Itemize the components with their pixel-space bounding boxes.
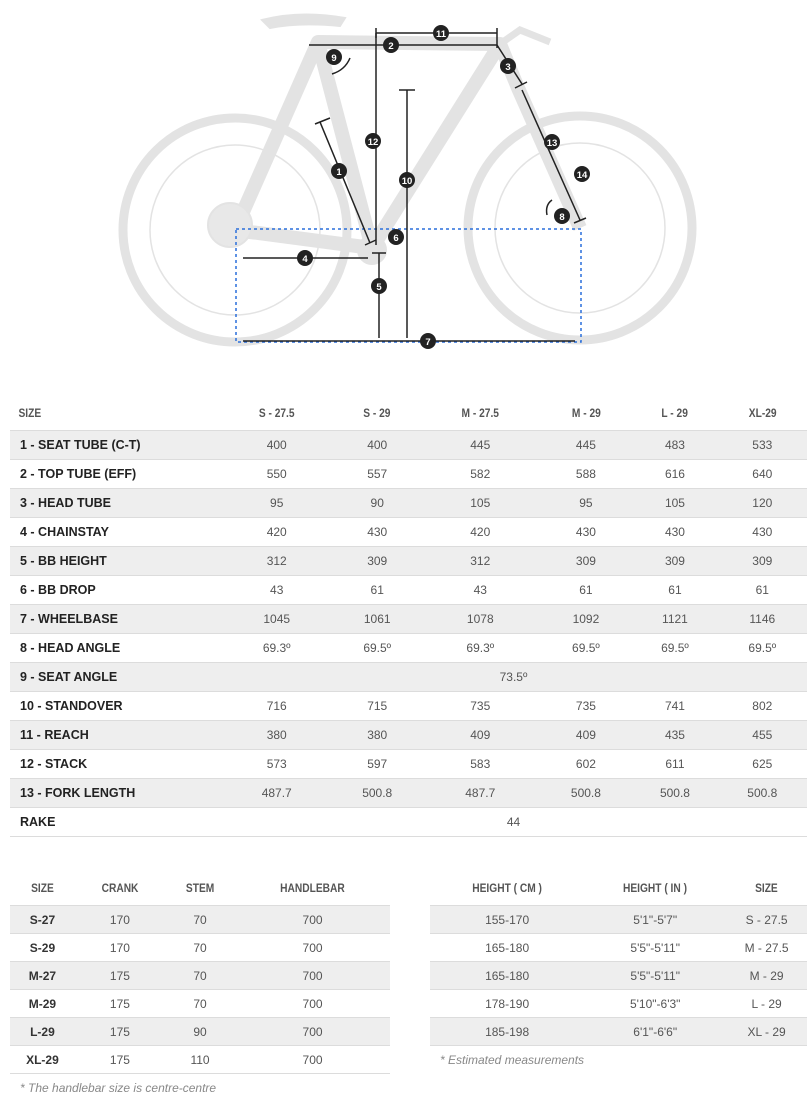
geometry-cell: 400 [333,431,421,460]
header-height-in: HEIGHT ( IN ) [623,880,688,895]
geometry-cell: 43 [421,576,540,605]
sizing-cell: 5'5"-5'11" [584,962,726,990]
geometry-cell: 1078 [421,605,540,634]
geometry-cell: 380 [333,721,421,750]
components-cell: 700 [235,934,390,962]
geometry-row-label: RAKE [10,808,220,837]
svg-text:6: 6 [393,233,399,244]
geometry-cell: 573 [220,750,333,779]
geometry-cell: 588 [540,460,633,489]
geometry-cell: 625 [718,750,807,779]
geometry-table [10,395,807,837]
header-crank: CRANK [101,880,139,895]
geometry-row-label: 9 - SEAT ANGLE [10,663,220,692]
header-size: SIZE [18,405,42,420]
header-xl-29: XL-29 [748,405,777,420]
header-l-29: L - 29 [661,405,689,420]
components-cell: 700 [235,1046,390,1074]
sizing-cell: 155-170 [430,906,584,934]
geometry-row-label: 1 - SEAT TUBE (C-T) [10,431,220,460]
marker-6 [388,229,404,245]
geometry-row-label: 11 - REACH [10,721,220,750]
sizing-cell: M - 27.5 [726,934,807,962]
marker-10 [399,172,415,188]
geometry-cell: 120 [718,489,807,518]
geometry-cell: 69.3º [421,634,540,663]
geometry-row [10,431,807,460]
header-size: SIZE [31,880,54,895]
marker-5 [371,278,387,294]
components-size-cell: XL-29 [10,1046,75,1074]
geometry-header-row [10,395,807,431]
dim-head-angle-arc [547,200,552,215]
geometry-cell: 309 [333,547,421,576]
geometry-cell: 582 [421,460,540,489]
sizing-row [430,962,807,990]
geometry-cell: 430 [632,518,717,547]
components-row [10,1046,390,1074]
components-cell: 90 [165,1018,235,1046]
components-size-cell: M-29 [10,990,75,1018]
svg-text:8: 8 [559,212,565,223]
components-row [10,934,390,962]
geometry-row [10,518,807,547]
sizing-cell: 5'5"-5'11" [584,934,726,962]
geometry-row [10,808,807,837]
marker-1 [331,163,347,179]
components-row [10,962,390,990]
sizing-cell: L - 29 [726,990,807,1018]
marker-3 [500,58,516,74]
rider-sizing-table [430,870,807,1046]
sizing-cell: S - 27.5 [726,906,807,934]
components-cell: 170 [75,934,165,962]
geometry-row [10,489,807,518]
svg-text:13: 13 [546,138,558,149]
components-size-cell: S-29 [10,934,75,962]
sizing-cell: XL - 29 [726,1018,807,1046]
header-m-27-5: M - 27.5 [461,405,499,420]
saddle [262,14,345,28]
geometry-cell: 583 [421,750,540,779]
svg-text:10: 10 [401,176,413,187]
geometry-row [10,576,807,605]
sizing-cell: 5'1"-5'7" [584,906,726,934]
geometry-cell: 500.8 [718,779,807,808]
components-size-cell: L-29 [10,1018,75,1046]
geometry-row [10,605,807,634]
marker-13 [544,134,560,150]
components-size-cell: S-27 [10,906,75,934]
sizing-row [430,906,807,934]
svg-text:14: 14 [576,170,588,181]
geometry-row-label: 4 - CHAINSTAY [10,518,220,547]
geometry-cell: 309 [718,547,807,576]
geometry-cell: 550 [220,460,333,489]
svg-text:3: 3 [505,62,511,73]
marker-8 [554,208,570,224]
geometry-cell: 380 [220,721,333,750]
sizing-row [430,1018,807,1046]
components-cell: 70 [165,934,235,962]
geometry-row-label: 6 - BB DROP [10,576,220,605]
geometry-cell: 430 [540,518,633,547]
geometry-cell: 487.7 [220,779,333,808]
svg-text:9: 9 [331,53,337,64]
geometry-cell: 105 [421,489,540,518]
geometry-cell: 69.5º [333,634,421,663]
geometry-cell: 616 [632,460,717,489]
components-cell: 700 [235,962,390,990]
geometry-cell: 105 [632,489,717,518]
geometry-row-label: 3 - HEAD TUBE [10,489,220,518]
components-cell: 700 [235,906,390,934]
sizing-row [430,934,807,962]
components-cell: 175 [75,962,165,990]
geometry-cell: 1061 [333,605,421,634]
marker-4 [297,250,313,266]
geometry-cell: 1146 [718,605,807,634]
geometry-cell: 715 [333,692,421,721]
sizing-cell: 185-198 [430,1018,584,1046]
components-cell: 70 [165,906,235,934]
header-stem: STEM [185,880,215,895]
geometry-cell: 430 [718,518,807,547]
geometry-row-label: 2 - TOP TUBE (EFF) [10,460,220,489]
geometry-row-label: 7 - WHEELBASE [10,605,220,634]
geometry-cell: 500.8 [333,779,421,808]
header-s-29: S - 29 [363,405,391,420]
geometry-cell: 61 [540,576,633,605]
components-cell: 175 [75,1046,165,1074]
sizing-cell: 178-190 [430,990,584,1018]
geometry-cell: 597 [333,750,421,779]
geometry-cell: 557 [333,460,421,489]
geometry-cell: 409 [421,721,540,750]
header-handlebar: HANDLEBAR [280,880,345,895]
components-row [10,906,390,934]
geometry-cell: 69.5º [718,634,807,663]
geometry-cell: 61 [632,576,717,605]
crank [358,236,386,264]
geometry-cell: 1045 [220,605,333,634]
geometry-cell: 430 [333,518,421,547]
geometry-cell: 95 [540,489,633,518]
svg-text:4: 4 [302,254,308,265]
handlebar-stem [500,30,550,44]
cassette [208,203,252,247]
components-cell: 700 [235,1018,390,1046]
geometry-cell: 611 [632,750,717,779]
geometry-cell: 735 [421,692,540,721]
geometry-cell: 420 [421,518,540,547]
header-size: SIZE [755,880,778,895]
geometry-row [10,460,807,489]
svg-text:11: 11 [435,29,447,40]
geometry-cell: 309 [632,547,717,576]
components-row [10,990,390,1018]
geometry-row [10,721,807,750]
geometry-cell: 1092 [540,605,633,634]
geometry-row-label: 10 - STANDOVER [10,692,220,721]
geometry-cell: 455 [718,721,807,750]
geometry-cell: 61 [333,576,421,605]
geometry-cell: 500.8 [540,779,633,808]
geometry-row [10,547,807,576]
svg-text:2: 2 [388,41,394,52]
components-row [10,1018,390,1046]
geometry-cell: 61 [718,576,807,605]
geometry-cell: 735 [540,692,633,721]
geometry-cell: 95 [220,489,333,518]
geometry-cell: 483 [632,431,717,460]
geometry-cell: 409 [540,721,633,750]
geometry-cell: 312 [421,547,540,576]
geometry-cell: 69.5º [540,634,633,663]
components-cell: 110 [165,1046,235,1074]
svg-text:12: 12 [367,137,379,148]
marker-14 [574,166,590,182]
geometry-row-label: 5 - BB HEIGHT [10,547,220,576]
marker-7 [420,333,436,349]
geometry-row-label: 13 - FORK LENGTH [10,779,220,808]
geometry-cell: 73.5º [220,663,807,692]
geometry-row [10,692,807,721]
geometry-cell: 43 [220,576,333,605]
header-s-27-5: S - 27.5 [258,405,295,420]
geometry-cell: 1121 [632,605,717,634]
marker-12 [365,133,381,149]
components-cell: 700 [235,990,390,1018]
header-m-29: M - 29 [571,405,601,420]
components-cell: 175 [75,1018,165,1046]
geometry-cell: 640 [718,460,807,489]
geometry-row [10,779,807,808]
components-header-row [10,870,390,906]
geometry-row [10,663,807,692]
geometry-cell: 802 [718,692,807,721]
geometry-cell: 445 [421,431,540,460]
estimated-note: * Estimated measurements [440,1053,585,1067]
geometry-cell: 90 [333,489,421,518]
components-cell: 175 [75,990,165,1018]
svg-text:5: 5 [376,282,382,293]
sizing-cell: 5'10"-6'3" [584,990,726,1018]
svg-text:7: 7 [425,337,431,348]
marker-2 [383,37,399,53]
components-table [10,870,390,1074]
geometry-row [10,634,807,663]
geometry-row-label: 8 - HEAD ANGLE [10,634,220,663]
geometry-cell: 312 [220,547,333,576]
geometry-cell: 487.7 [421,779,540,808]
geometry-cell: 602 [540,750,633,779]
sizing-row [430,990,807,1018]
geometry-cell: 445 [540,431,633,460]
geometry-cell: 44 [220,808,807,837]
sizing-cell: 6'1"-6'6" [584,1018,726,1046]
sizing-cell: 165-180 [430,934,584,962]
geometry-cell: 435 [632,721,717,750]
handlebar-note: * The handlebar size is centre-centre [20,1081,217,1095]
geometry-row-label: 12 - STACK [10,750,220,779]
header-height-cm: HEIGHT ( CM ) [472,880,542,895]
geometry-cell: 400 [220,431,333,460]
components-cell: 70 [165,990,235,1018]
geometry-cell: 69.5º [632,634,717,663]
components-size-cell: M-27 [10,962,75,990]
geometry-cell: 741 [632,692,717,721]
geometry-cell: 420 [220,518,333,547]
components-cell: 170 [75,906,165,934]
marker-9 [326,49,342,65]
geometry-cell: 716 [220,692,333,721]
bike-geometry-diagram [0,0,807,360]
sizing-header-row [430,870,807,906]
components-cell: 70 [165,962,235,990]
geometry-row [10,750,807,779]
marker-11 [433,25,449,41]
sizing-cell: M - 29 [726,962,807,990]
sizing-cell: 165-180 [430,962,584,990]
geometry-cell: 533 [718,431,807,460]
geometry-cell: 500.8 [632,779,717,808]
geometry-cell: 69.3º [220,634,333,663]
svg-text:1: 1 [336,167,342,178]
geometry-cell: 309 [540,547,633,576]
